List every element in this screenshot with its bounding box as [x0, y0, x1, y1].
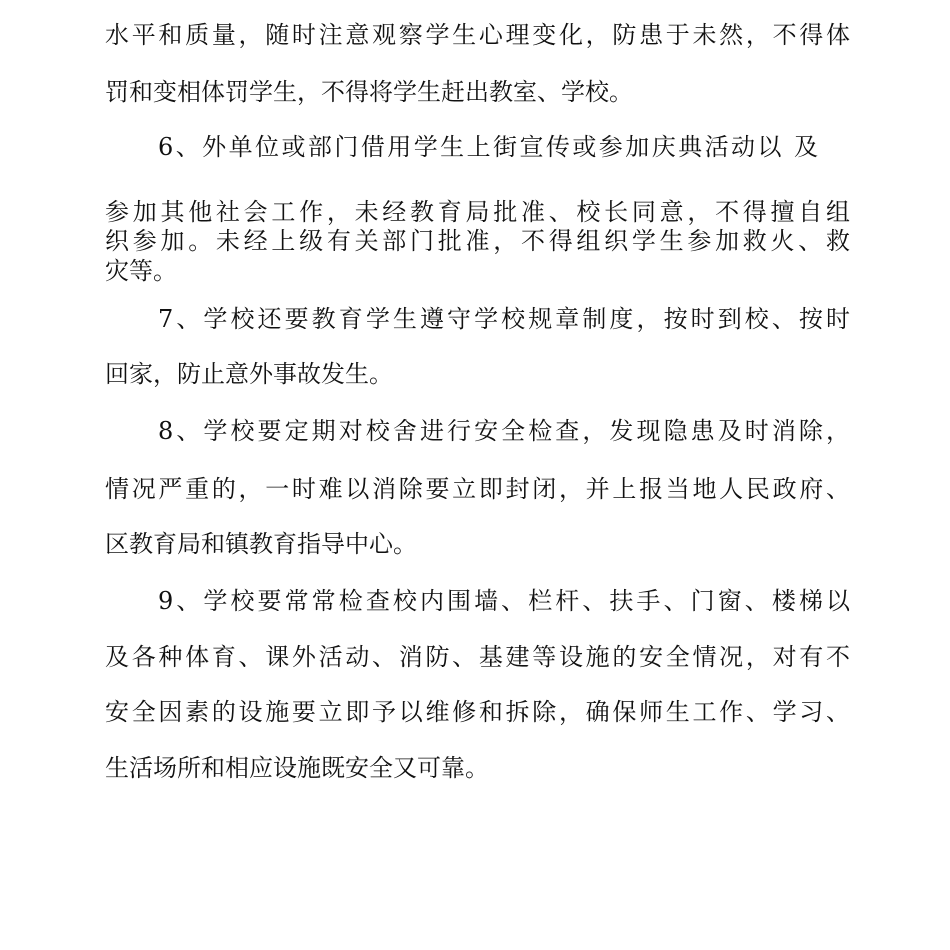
- text-line: 及各种体育、课外活动、消防、基建等设施的安全情况，对有不: [105, 643, 850, 671]
- text-line: 织参加。未经上级有关部门批准，不得组织学生参加救火、救: [105, 227, 850, 255]
- text-line: 参加其他社会工作，未经教育局批准、校长同意，不得擅自组: [105, 198, 850, 226]
- text-line: 灾等。: [105, 257, 177, 285]
- text-line: 水平和质量，随时注意观察学生心理变化，防患于未然，不得体: [105, 21, 850, 49]
- text-line: 情况严重的，一时难以消除要立即封闭，并上报当地人民政府、: [105, 475, 850, 503]
- text-line: 生活场所和相应设施既安全又可靠。: [105, 754, 489, 782]
- text-line: 回家，防止意外事故发生。: [105, 360, 393, 388]
- paragraph-6-first-line: 6、外单位或部门借用学生上街宣传或参加庆典活动以 及: [158, 133, 818, 161]
- text-line: 安全因素的设施要立即予以维修和拆除，确保师生工作、学习、: [105, 698, 850, 726]
- text-line: 区教育局和镇教育指导中心。: [105, 530, 417, 558]
- paragraph-7-first-line: 7、学校还要教育学生遵守学校规章制度，按时到校、按时: [158, 305, 850, 333]
- paragraph-8-first-line: 8、学校要定期对校舍进行安全检查，发现隐患及时消除，: [158, 417, 850, 445]
- paragraph-9-first-line: 9、学校要常常检查校内围墙、栏杆、扶手、门窗、楼梯以: [158, 587, 850, 615]
- text-line: 罚和变相体罚学生，不得将学生赶出教室、学校。: [105, 78, 633, 106]
